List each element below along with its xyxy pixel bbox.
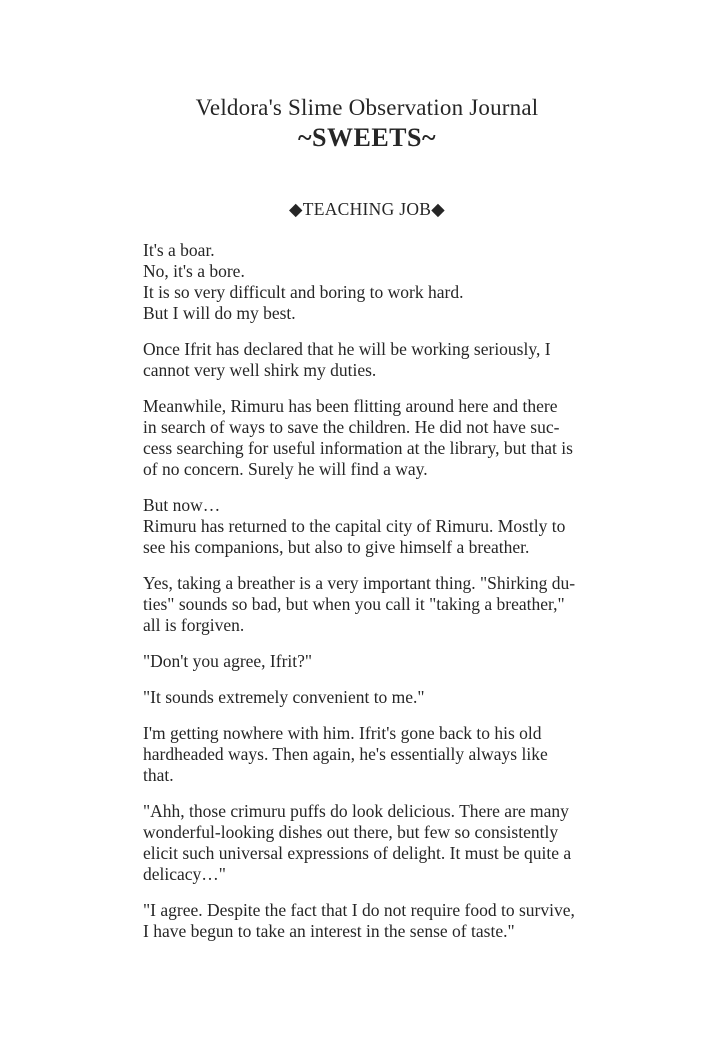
body-text (143, 240, 591, 942)
text-line: "It sounds extremely convenient to me." (143, 687, 425, 707)
text-line: It is so very difficult and boring to work hard. (143, 282, 464, 302)
text-line: Yes, taking a breather is a very important thing. "Shirking du- (143, 573, 576, 593)
paragraph (143, 573, 591, 636)
text-line: But I will do my best. (143, 303, 296, 323)
text-line: I have begun to take an interest in the sense of taste." (143, 921, 515, 941)
text-line: hardheaded ways. Then again, he's essentially always like (143, 744, 548, 764)
text-line: that. (143, 765, 174, 785)
text-line: delicacy…" (143, 864, 226, 884)
text-line: "Ahh, those crimuru puffs do look delicious. There are many (143, 801, 569, 821)
paragraph (143, 396, 591, 480)
text-line: cess searching for useful information at the library, but that is (143, 438, 573, 458)
text-line: of no concern. Surely he will find a way. (143, 459, 428, 479)
text-line: It's a boar. (143, 240, 215, 260)
paragraph (143, 495, 591, 558)
text-line: I'm getting nowhere with him. Ifrit's gone back to his old (143, 723, 542, 743)
text-line: ties" sounds so bad, but when you call it "taking a breather," (143, 594, 565, 614)
text-line: all is forgiven. (143, 615, 245, 635)
journal-title: Veldora's Slime Observation Journal (195, 95, 539, 120)
journal-subtitle: ~SWEETS~ (298, 123, 436, 152)
paragraph (143, 339, 591, 381)
text-line: "Don't you agree, Ifrit?" (143, 651, 313, 671)
paragraph (143, 723, 591, 786)
paragraph (143, 240, 591, 324)
text-line: Once Ifrit has declared that he will be working seriously, I (143, 339, 551, 359)
text-line: "I agree. Despite the fact that I do not require food to survive, (143, 900, 575, 920)
text-line: No, it's a bore. (143, 261, 245, 281)
text-line: in search of ways to save the children. He did not have suc- (143, 417, 560, 437)
paragraph (143, 900, 591, 942)
page-content (143, 93, 591, 942)
text-line: cannot very well shirk my duties. (143, 360, 377, 380)
text-line: elicit such universal expressions of delight. It must be quite a (143, 843, 572, 863)
paragraph (143, 687, 591, 708)
paragraph (143, 651, 591, 672)
section-heading: ◆TEACHING JOB◆ (288, 199, 446, 219)
text-line: Meanwhile, Rimuru has been flitting around here and there (143, 396, 558, 416)
text-line: Rimuru has returned to the capital city of Rimuru. Mostly to (143, 516, 566, 536)
text-line: wonderful-looking dishes out there, but few so consistently (143, 822, 559, 842)
paragraph (143, 801, 591, 885)
text-line: see his companions, but also to give himself a breather. (143, 537, 530, 557)
text-line: But now… (143, 495, 221, 515)
